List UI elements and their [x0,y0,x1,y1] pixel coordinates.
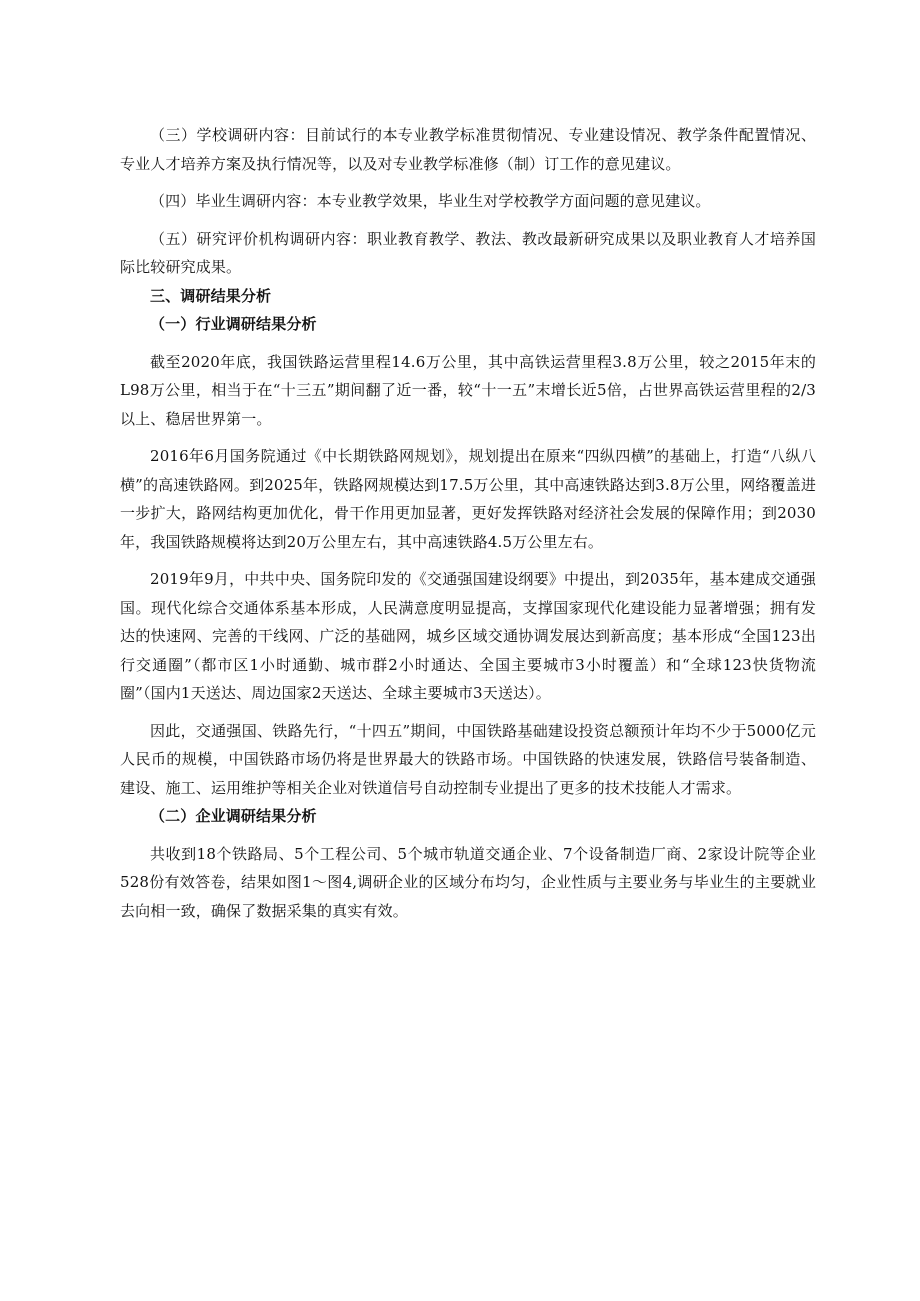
paragraph-industry-3: 2019年9月，中共中央、国务院印发的《交通强国建设纲要》中提出，到2035年，基本建成交通强国。现代化综合交通体系基本形成，人民满意度明显提高，支撑国家现代化建设能力显著增强；拥有发达的快速网、完善的干线网、广泛的基础网，城乡区域交通协调发展达到新高度；基本形成“全国123出行交通圈”（都市区1小时通勤、城市群2小时通达、全国主要城市3小时覆盖）和“全球123快货物流圈”（国内1天送达、周边国家2天送达、全球主要城市3天送达）。 [120,570,816,702]
section-heading: 三、调研结果分析 [150,286,272,305]
paragraph-industry-4: 因此，交通强国、铁路先行，“十四五”期间，中国铁路基础建设投资总额预计年均不少于5000亿元人民币的规模，中国铁路市场仍将是世界最大的铁路市场。中国铁路的快速发展，铁路信号装备制造、建设、施工、运用维护等相关企业对铁道信号自动控制专业提出了更多的技术技能人才需求。 [120,721,816,797]
paragraph-industry-2: 2016年6月国务院通过《中长期铁路网规划》，规划提出在原来“四纵四横”的基础上，打造“八纵八横”的高速铁路网。到2025年，铁路网规模达到17.5万公里，其中高速铁路达到3.8万公里，网络覆盖进一步扩大，路网结构更加优化，骨干作用更加显著，更好发挥铁路对经济社会发展的保障作用；到2030年，我国铁路规模将达到20万公里左右，其中高速铁路4.5万公里左右。 [120,447,816,551]
sub-heading-industry: （一）行业调研结果分析 [150,315,317,333]
paragraph-enterprise: 共收到18个铁路局、5个工程公司、5个城市轨道交通企业、7个设备制造厂商、2家设计院等企业528份有效答卷，结果如图1～图4,调研企业的区域分布均匀，企业性质与主要业务与毕业生的主要就业去向相一致，确保了数据采集的真实有效。 [120,844,816,920]
paragraph-industry-1: 截至2020年底，我国铁路运营里程14.6万公里，其中高铁运营里程3.8万公里，较之2015年末的L98万公里，相当于在“十三五”期间翻了近一番，较“十一五”末增长近5倍，占世界高铁运营里程的2/3以上、稳居世界第一。 [120,352,816,428]
paragraph-graduate-survey: （四）毕业生调研内容：本专业教学效果，毕业生对学校教学方面问题的意见建议。 [150,192,711,210]
paragraph-research-survey: （五）研究评价机构调研内容：职业教育教学、教法、教改最新研究成果以及职业教育人才培养国际比较研究成果。 [120,229,816,276]
sub-heading-enterprise: （二）企业调研结果分析 [150,807,317,825]
paragraph-school-survey: （三）学校调研内容：目前试行的本专业教学标准贯彻情况、专业建设情况、教学条件配置情况、专业人才培养方案及执行情况等，以及对专业教学标准修（制）订工作的意见建议。 [120,126,816,173]
